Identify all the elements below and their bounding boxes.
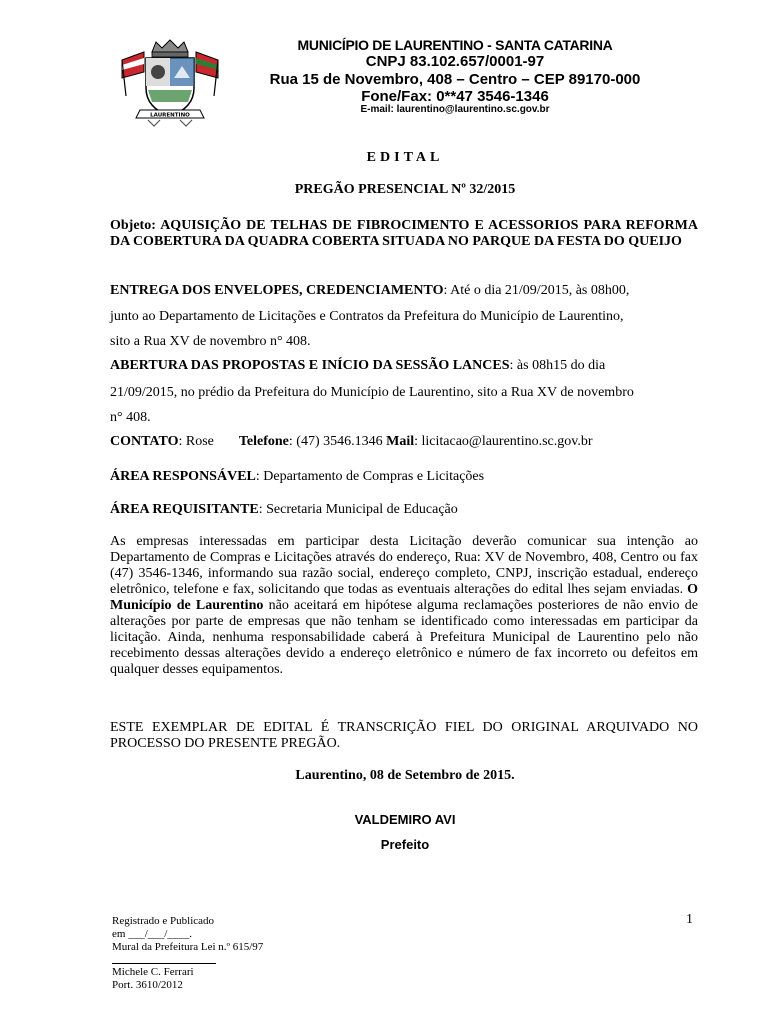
telefone-label: Telefone <box>238 434 289 449</box>
aviso-bold: O Município de Laurentino <box>110 582 699 613</box>
area-requisitante-label: ÁREA REQUISITANTE <box>110 502 259 517</box>
document-title: EDITAL <box>366 150 444 165</box>
entrega-label: ENTREGA DOS ENVELOPES, CREDENCIAMENTO <box>110 283 444 298</box>
header-email: E-mail: laurentino@laurentino.sc.gov.br <box>360 104 550 115</box>
header-municipio: MUNICÍPIO DE LAURENTINO - SANTA CATARINA <box>297 37 613 53</box>
mail-value: : licitacao@laurentino.sc.gov.br <box>414 434 593 449</box>
mail-label: Mail <box>386 434 415 449</box>
footer-line2: em ___/___/____. <box>112 928 193 940</box>
pregao-number: PREGÃO PRESENCIAL Nº 32/2015 <box>294 182 516 197</box>
footer-separator <box>112 963 216 964</box>
aviso-part2: não aceitará em hipótese alguma reclamações posteriores de não envio de alterações por parte de empresas que não tenham se identificado como interessadas em participar da licitação. Ainda, nenhuma responsabilidade caberá à Prefeitura Municipal de Laurentino pelo não recebimento dessas alterações devido a endereço eletrônico e número de fax incorreto ou defeitos em qualquer desses equipamentos. <box>110 598 699 677</box>
objeto-paragraph: Objeto: AQUISIÇÃO DE TELHAS DE FIBROCIMENTO E ACESSORIOS PARA REFORMA DA COBERTURA DA QUADRA COBERTA SITUADA NO PARQUE DA FESTA DO QUEIJO <box>110 218 698 249</box>
contato-value: : Rose <box>178 434 214 449</box>
entrega-text3: sito a Rua XV de novembro n° 408. <box>110 334 311 349</box>
document-date: Laurentino, 08 de Setembro de 2015. <box>295 768 515 783</box>
area-responsavel-line <box>110 469 698 485</box>
exemplar-paragraph: ESTE EXEMPLAR DE EDITAL É TRANSCRIÇÃO FIEL DO ORIGINAL ARQUIVADO NO PROCESSO DO PRESENTE PREGÃO. <box>110 720 698 751</box>
telefone-value: : (47) 3546.1346 <box>288 434 383 449</box>
abertura-text1: : às 08h15 do dia <box>509 358 606 373</box>
aviso-part1: As empresas interessadas em participar desta Licitação deverão comunicar sua intenção ao Departamento de Compras e Licitações através do endereço, Rua: XV de Novembro, 408, Centro ou fax (47) 3546-1346, informando sua razão social, endereço completo, CNPJ, inscrição estadual, endereço eletrônico, telefone e fax, solicitando que todas as eventuais alterações do edital lhes sejam enviadas. <box>110 534 698 597</box>
contato-line <box>110 434 698 450</box>
area-requisitante-line <box>110 502 698 518</box>
entrega-text1: : Até o dia 21/09/2015, às 08h00, <box>443 283 630 298</box>
footer-line1: Registrado e Publicado <box>112 915 215 927</box>
crest-label: LAURENTINO <box>150 112 190 119</box>
footer-line3: Mural da Prefeitura Lei n.º 615/97 <box>112 941 264 953</box>
footer-signatory <box>112 966 194 992</box>
footer-line5: Port. 3610/2012 <box>112 979 183 991</box>
area-requisitante-value: : Secretaria Municipal de Educação <box>258 502 458 517</box>
header-address: Rua 15 de Novembro, 408 – Centro – CEP 89170-000 <box>269 71 641 88</box>
aviso-paragraph <box>110 534 698 678</box>
footer-registro <box>112 915 263 954</box>
abertura-line <box>110 358 698 374</box>
abertura-text3: n° 408. <box>110 410 151 425</box>
contato-label: CONTATO <box>110 434 179 449</box>
abertura-text2: 21/09/2015, no prédio da Prefeitura do Município de Laurentino, sito a Rua XV de novembro <box>110 385 634 400</box>
signer-name: VALDEMIRO AVI <box>354 812 456 827</box>
municipal-crest-icon <box>118 38 222 128</box>
area-responsavel-label: ÁREA RESPONSÁVEL <box>110 469 256 484</box>
signer-role: Prefeito <box>380 837 430 852</box>
header-cnpj: CNPJ 83.102.657/0001-97 <box>365 53 545 70</box>
area-responsavel-value: : Departamento de Compras e Licitações <box>255 469 485 484</box>
entrega-line <box>110 283 698 299</box>
entrega-text2: junto ao Departamento de Licitações e Contratos da Prefeitura do Município de Laurentino, <box>110 309 624 324</box>
footer-line4: Michele C. Ferrari <box>112 966 194 978</box>
page-number: 1 <box>686 912 693 927</box>
header-phone: Fone/Fax: 0**47 3546-1346 <box>361 88 549 105</box>
abertura-label: ABERTURA DAS PROPOSTAS E INÍCIO DA SESSÃO LANCES <box>110 358 510 373</box>
